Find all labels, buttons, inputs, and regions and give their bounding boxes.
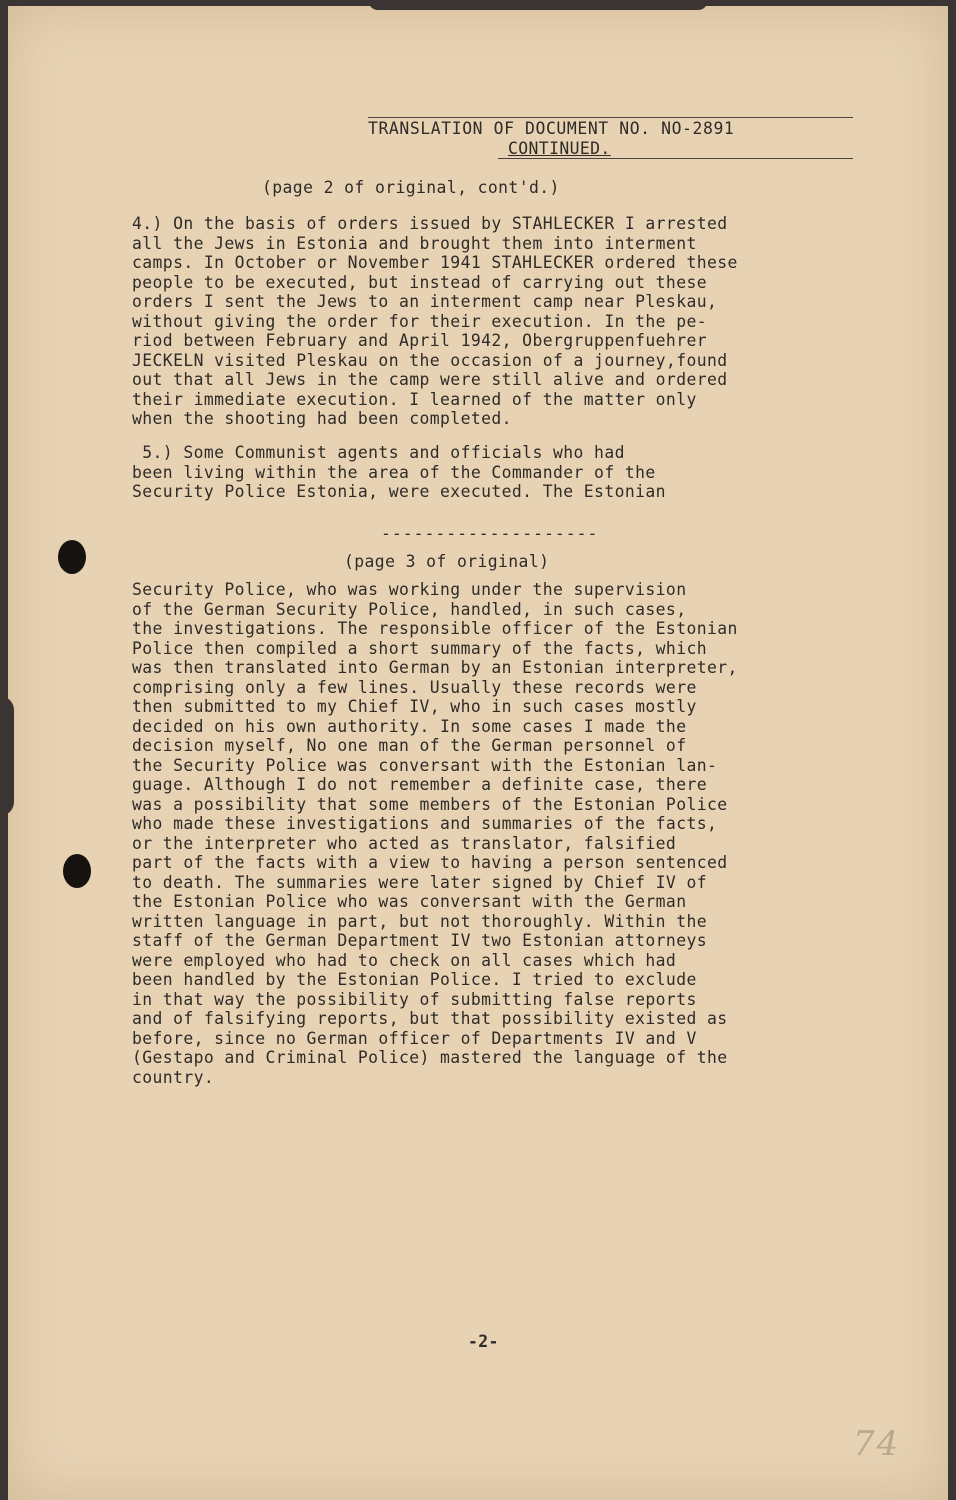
document-title: TRANSLATION OF DOCUMENT NO. NO-2891 <box>368 119 735 138</box>
paragraph-5: 5.) Some Communist agents and officials who had been living within the area of the Commander of the Security Police Estonia, were executed. The Estonian <box>132 443 666 501</box>
handwritten-folio-number: 74 <box>853 1424 901 1464</box>
page-reference-3: (page 3 of original) <box>344 552 550 571</box>
punch-hole-top <box>58 540 86 574</box>
page-number: -2- <box>468 1332 499 1351</box>
document-subtitle: CONTINUED. <box>508 139 611 158</box>
torn-edge-left <box>0 696 14 816</box>
document-page <box>8 6 948 1500</box>
punch-hole-bottom <box>63 854 91 888</box>
section-divider: -------------------- <box>381 524 599 543</box>
torn-edge-top <box>368 0 708 10</box>
page-reference-2: (page 2 of original, cont'd.) <box>262 178 560 197</box>
header-rule-top <box>368 117 853 118</box>
header-rule-bottom <box>498 158 853 159</box>
body-text: Security Police, who was working under the supervision of the German Security Police, handled, in such cases, the investigations. The responsible officer of the Estonian Police then compiled a short summary of the facts, which was then translated into German by an Estonian interpreter, comprising only a few lines. Usually these records were then submitted to my Chief IV, who in such cases mostly decided on his own authority. In some cases I made the decision myself, No one man of the German personnel of the Security Police was conversant with the Estonian lan- guage. Although I do not remember a definite case, there was a possibility that some members of the Estonian Police who made these investigations and summaries of the facts, or the interpreter who acted as translator, falsified part of the facts with a view to having a person sentenced to death. The summaries were later signed by Chief IV of the Estonian Police who was conversant with the German written language in part, but not thoroughly. Within the staff of the German Department IV two Estonian attorneys were employed who had to check on all cases which had been handled by the Estonian Police. I tried to exclude in that way the possibility of submitting false reports and of falsifying reports, but that possibility existed as before, since no German officer of Departments IV and V (Gestapo and Criminal Police) mastered the language of the country. <box>132 580 738 1087</box>
paragraph-4: 4.) On the basis of orders issued by STAHLECKER I arrested all the Jews in Estonia and brought them into interment camps. In October or November 1941 STAHLECKER ordered these people to be executed, but instead of carrying out these orders I sent the Jews to an interment camp near Pleskau, without giving the order for their execution. In the pe- riod between February and April 1942, Obergruppenfuehrer JECKELN visited Pleskau on the occasion of a journey,found out that all Jews in the camp were still alive and ordered their immediate execution. I learned of the matter only when the shooting had been completed. <box>132 214 738 428</box>
